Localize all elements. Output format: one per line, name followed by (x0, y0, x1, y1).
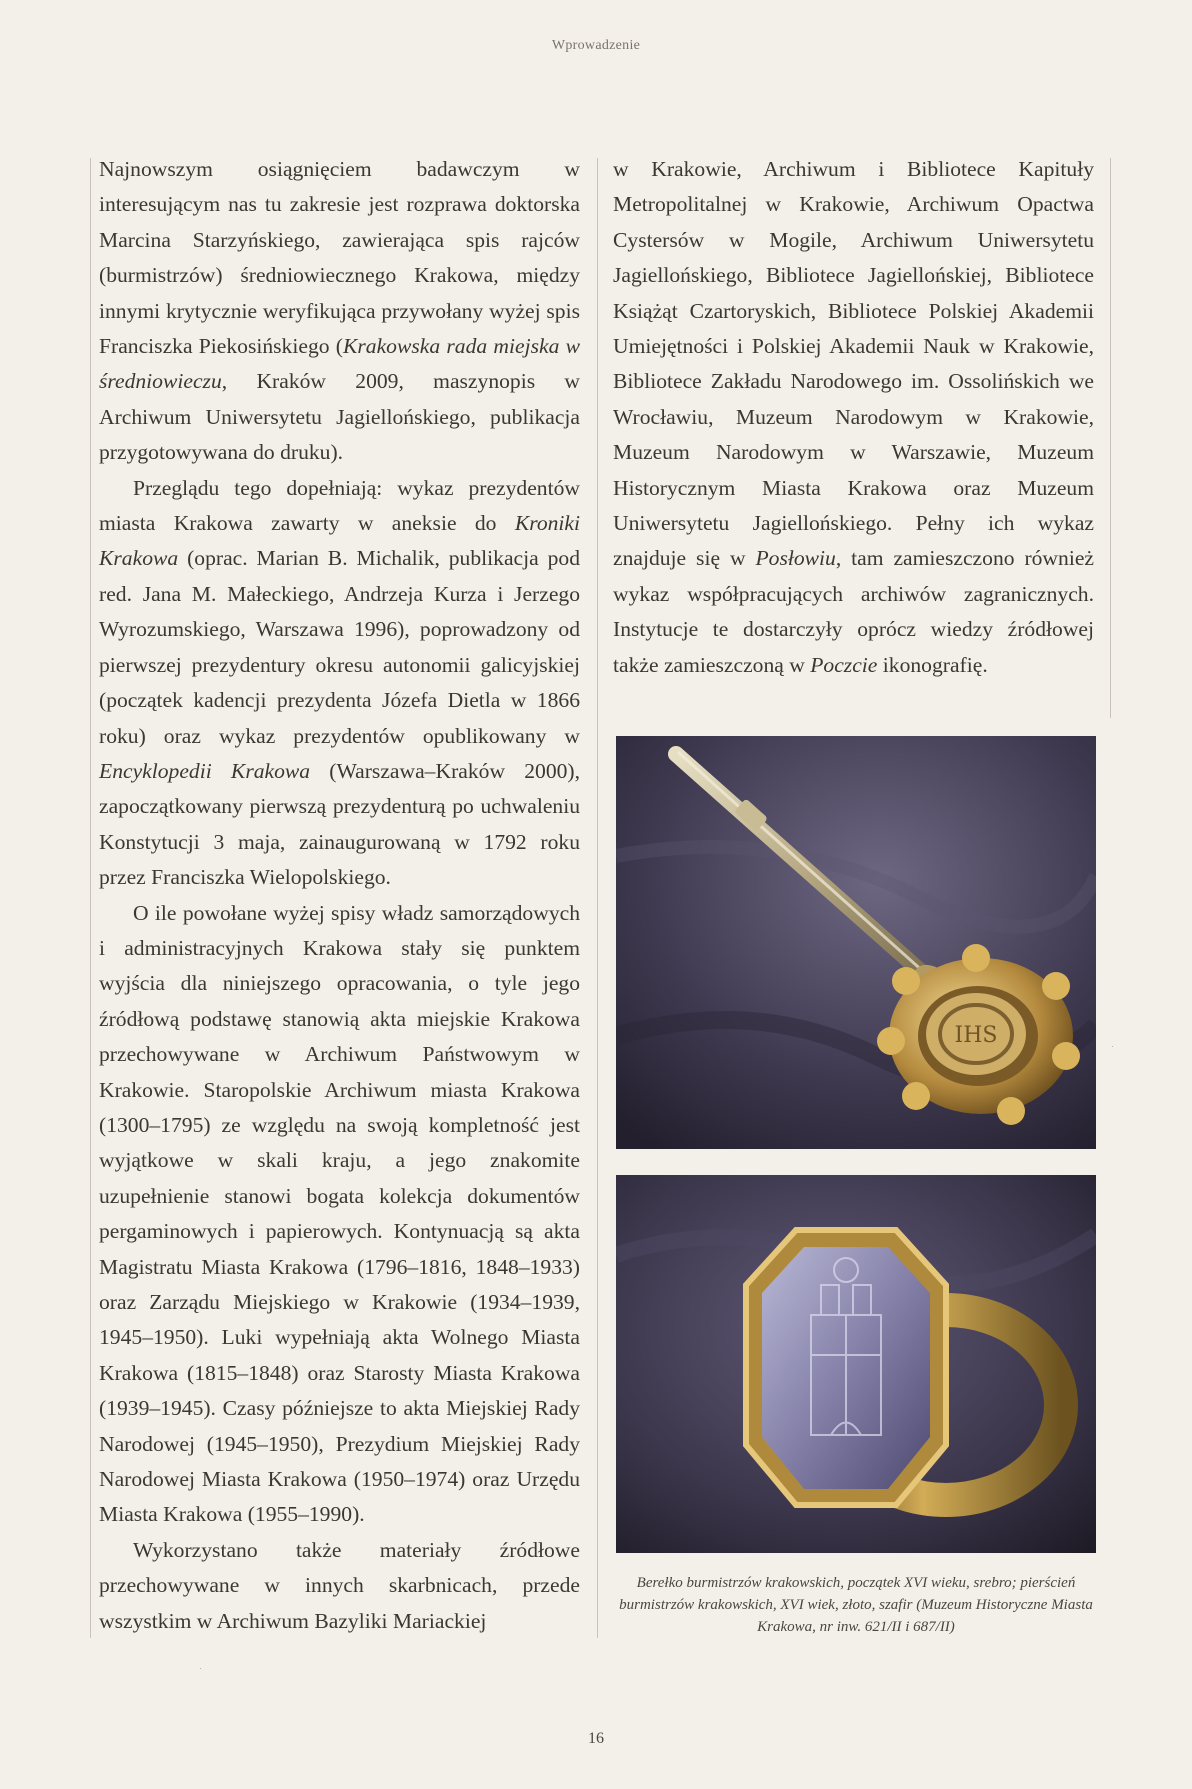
figure-caption: Berełko burmistrzów krakowskich, początek XVI wieku, srebro; pierścień burmistrzów krakowskich, XVI wiek, złoto, szafir (Muzeum Historyczne Miasta Krakowa, nr inw. 621/II i 687/II) (619, 1575, 1093, 1635)
text-run: , tam zamieszczono również wykaz współpracujących archiwów zagranicznych. Instytucje te dostarczyły oprócz wiedzy źródłowej także zamieszczoną w (613, 546, 1094, 677)
svg-text:IHS: IHS (954, 1023, 998, 1048)
signet-ring-illustration (616, 1175, 1096, 1553)
paper-speck (1112, 1046, 1113, 1047)
column-divider (597, 158, 598, 1638)
left-margin-rule (90, 158, 91, 1638)
photo-signet-ring (616, 1175, 1096, 1553)
paragraph: O ile powołane wyżej spisy władz samorządowych i administracyjnych Krakowa stały się punktem wyjścia dla niniejszego opracowania, o tyle jego źródłową podstawę stanowią akta miejskie Krakowa przechowywane w Archiwum Państwowym w Krakowie. Staropolskie Archiwum miasta Krakowa (1300–1795) ze względu na swoją kompletność jest wyjątkowe w skali kraju, a jego znakomite uzupełnienie stanowi bogata kolekcja dokumentów pergaminowych i papierowych. Kontynuacją są akta Magistratu Miasta Krakowa (1796–1816, 1848–1933) oraz Zarządu Miejskiego w Krakowie (1934–1939, 1945–1950). Luki wypełniają akta Wolnego Miasta Krakowa (1815–1848) oraz Starosty Miasta Krakowa (1939–1945). Czasy późniejsze to akta Miejskiej Rady Narodowej (1945–1950), Prezydium Miejskiej Rady Narodowej Miasta Krakowa (1950–1974) oraz Urzędu Miasta Krakowa (1955–1990). (99, 900, 580, 1527)
italic-title: Kroniki Krakowa (99, 511, 580, 571)
text-run: (Warszawa–Kraków 2000), zapoczątkowany pierwszą prezydenturą po uchwaleniu Konstytucji 3 maja, zainaugurowaną w 1792 roku przez Franciszka Wielopolskiego. (99, 758, 581, 890)
italic-title: Encyklopedii Krakowa (99, 758, 311, 783)
text-run: (oprac. Marian B. Michalik, publikacja pod red. Jana M. Małeckiego, Andrzeja Kurza i Jerzego Wyrozumskiego, Warszawa 1996), poprowadzony od pierwszej prezydentury okresu autonomii galicyjskiej (początek kadencji prezydenta Józefa Dietla w 1866 roku) oraz wykaz prezydentów opublikowany w (99, 546, 580, 748)
right-margin-rule (1110, 158, 1111, 718)
text-run: ikonografię. (877, 652, 988, 677)
text-run: w Krakowie, Archiwum i Bibliotece Kapituły Metropolitalnej w Krakowie, Archiwum Opactwa Cystersów w Mogile, Archiwum Uniwersytetu Jagiellońskiego, Bibliotece Jagiellońskiej, Bibliotece Książąt Czartoryskich, Bibliotece Polskiej Akademii Umiejętności i Polskiej Akademii Nauk w Krakowie, Bibliotece Zakładu Narodowego im. Ossolińskich we Wrocławiu, Muzeum Narodowym w Krakowie, Muzeum Narodowym w Warszawie, Muzeum Historycznym Miasta Krakowa oraz Muzeum Uniwersytetu Jagiellońskiego. Pełny ich wykaz znajduje się w (613, 157, 1094, 571)
italic-title: Poczcie (810, 652, 878, 677)
paragraph (613, 152, 1094, 683)
page-number: 16 (588, 1730, 604, 1747)
paragraph: Wykorzystano także materiały źródłowe przechowywane w innych skarbnicach, przede wszystkim w Archiwum Bazyliki Mariackiej (99, 1537, 580, 1633)
italic-title: Krakowska rada miejska w średniowieczu (99, 334, 580, 394)
text-run: , Kraków 2009, maszynopis w Archiwum Uniwersytetu Jagiellońskiego, publikacja przygotowywana do druku). (99, 369, 580, 465)
paper-speck (200, 1668, 201, 1669)
paragraph (99, 152, 580, 471)
paragraph (99, 471, 580, 896)
left-column (99, 152, 580, 1639)
running-head: Wprowadzenie (551, 38, 641, 53)
italic-title: Posłowiu (755, 546, 836, 571)
right-column (613, 152, 1094, 683)
text-run: Najnowszym osiągnięciem badawczym w interesującym nas tu zakresie jest rozprawa doktorska Marcina Starzyńskiego, zawierająca spis rajców (burmistrzów) średniowiecznego Krakowa, między innymi krytycznie weryfikująca przywołany wyżej spis Franciszka Piekosińskiego ( (99, 157, 580, 359)
photo-seal-stamp (616, 736, 1096, 1149)
text-run: Przeglądu tego dopełniają: wykaz prezydentów miasta Krakowa zawarty w aneksie do (99, 475, 580, 536)
seal-stamp-illustration (616, 736, 1096, 1149)
